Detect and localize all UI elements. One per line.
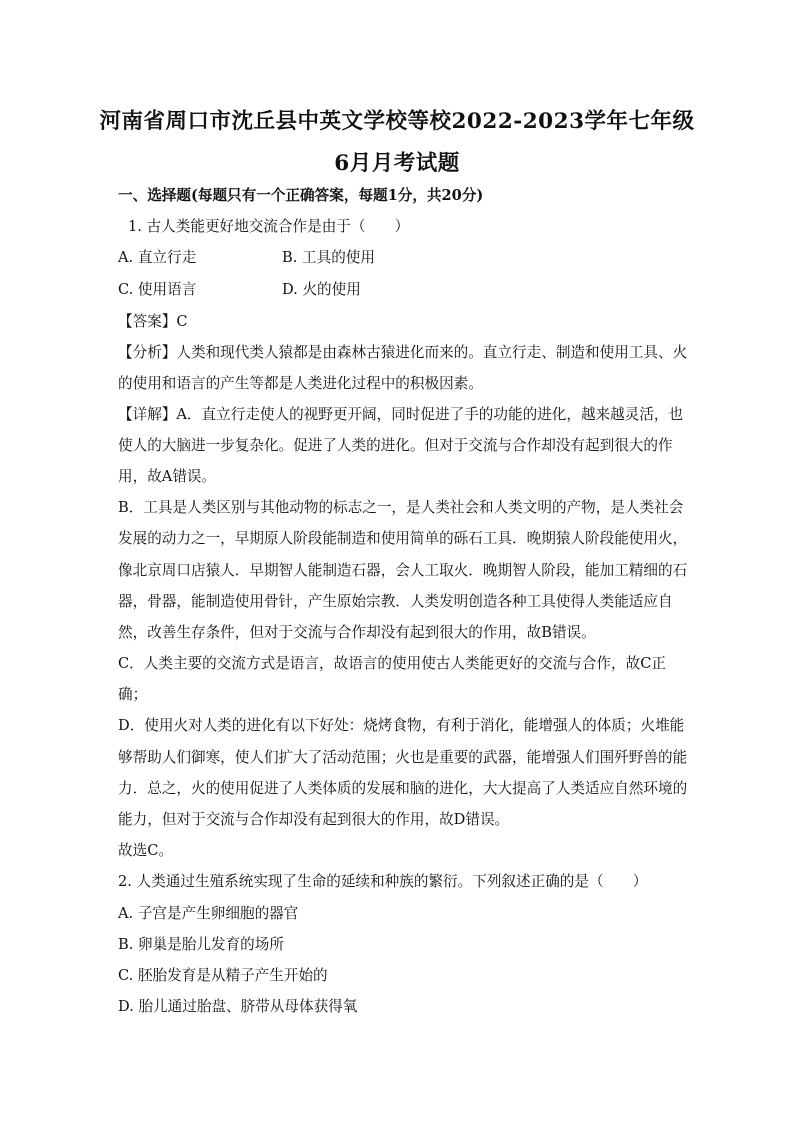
question-2-option-b: B. 卵巢是胎儿发育的场所: [118, 936, 284, 953]
question-1-detail-line: 确；: [118, 686, 148, 703]
document-title-line-2: 6月月考试题: [334, 151, 460, 176]
question-1-answer: 【答案】C: [118, 313, 188, 330]
question-1-analysis-line: 【分析】人类和现代类人猿都是由森林古猿进化而来的。直立行走、制造和使用工具、火: [118, 344, 688, 361]
question-1-detail-line: D．使用火对人类的进化有以下好处：烧烤食物，有利于消化，能增强人的体质；火堆能: [118, 717, 685, 734]
question-1-detail-line: C．人类主要的交流方式是语言，故语言的使用使古人类能更好的交流与合作，故C正: [118, 655, 666, 672]
question-1-detail-line: 够帮助人们御寒，使人们扩大了活动范围；火也是重要的武器，能增强人们围歼野兽的能: [118, 749, 688, 766]
question-1-option-d: D. 火的使用: [282, 281, 361, 298]
question-1-option-c: C. 使用语言: [118, 281, 197, 298]
question-2-option-c: C. 胚胎发育是从精子产生开始的: [118, 967, 328, 984]
question-1-detail-line: 使人的大脑进一步复杂化。促进了人类的进化。但对于交流与合作却没有起到很大的作: [118, 437, 673, 454]
question-1-detail-line: 【详解】A．直立行走使人的视野更开阔，同时促进了手的功能的进化，越来越灵活，也: [118, 406, 684, 423]
question-1-option-b: B. 工具的使用: [282, 249, 375, 266]
question-1-detail-line: 发展的动力之一，早期原人阶段能制造和使用简单的砾石工具．晚期猿人阶段能使用火，: [118, 530, 688, 547]
question-2-stem: 2. 人类通过生殖系统实现了生命的延续和种族的繁衍。下列叙述正确的是（ ）: [118, 873, 648, 890]
question-1-detail-line: 器，骨器，能制造使用骨针，产生原始宗教．人类发明创造各种工具使得人类能适应自: [118, 593, 673, 610]
section-header: 一、选择题(每题只有一个正确答案，每题1分，共20分): [118, 187, 484, 204]
question-1-conclusion: 故选C。: [118, 842, 173, 859]
question-1-detail-line: 然，改善生存条件，但对于交流与合作却没有起到很大的作用，故B错误。: [118, 624, 596, 641]
document-title-line-1: 河南省周口市沈丘县中英文学校等校2022-2023学年七年级: [99, 109, 695, 134]
question-1-analysis-line: 的使用和语言的产生等都是人类进化过程中的积极因素。: [118, 375, 483, 392]
question-1-detail-line: 像北京周口店猿人．早期智人能制造石器，会人工取火．晚期智人阶段，能加工精细的石: [118, 562, 688, 579]
question-1-detail-line: 能力，但对于交流与合作却没有起到很大的作用，故D错误。: [118, 811, 510, 828]
question-1-stem: 1. 古人类能更好地交流合作是由于（ ）: [128, 218, 410, 235]
question-2-option-d: D. 胎儿通过胎盘、脐带从母体获得氧: [118, 998, 358, 1015]
question-1-detail-line: B．工具是人类区别与其他动物的标志之一，是人类社会和人类文明的产物，是人类社会: [118, 499, 684, 516]
question-1-option-a: A. 直立行走: [118, 249, 197, 266]
question-2-option-a: A. 子宫是产生卵细胞的器官: [118, 905, 299, 922]
question-1-detail-line: 用，故A错误。: [118, 468, 217, 485]
question-1-detail-line: 力．总之，火的使用促进了人类体质的发展和脑的进化，大大提高了人类适应自然环境的: [118, 780, 688, 797]
